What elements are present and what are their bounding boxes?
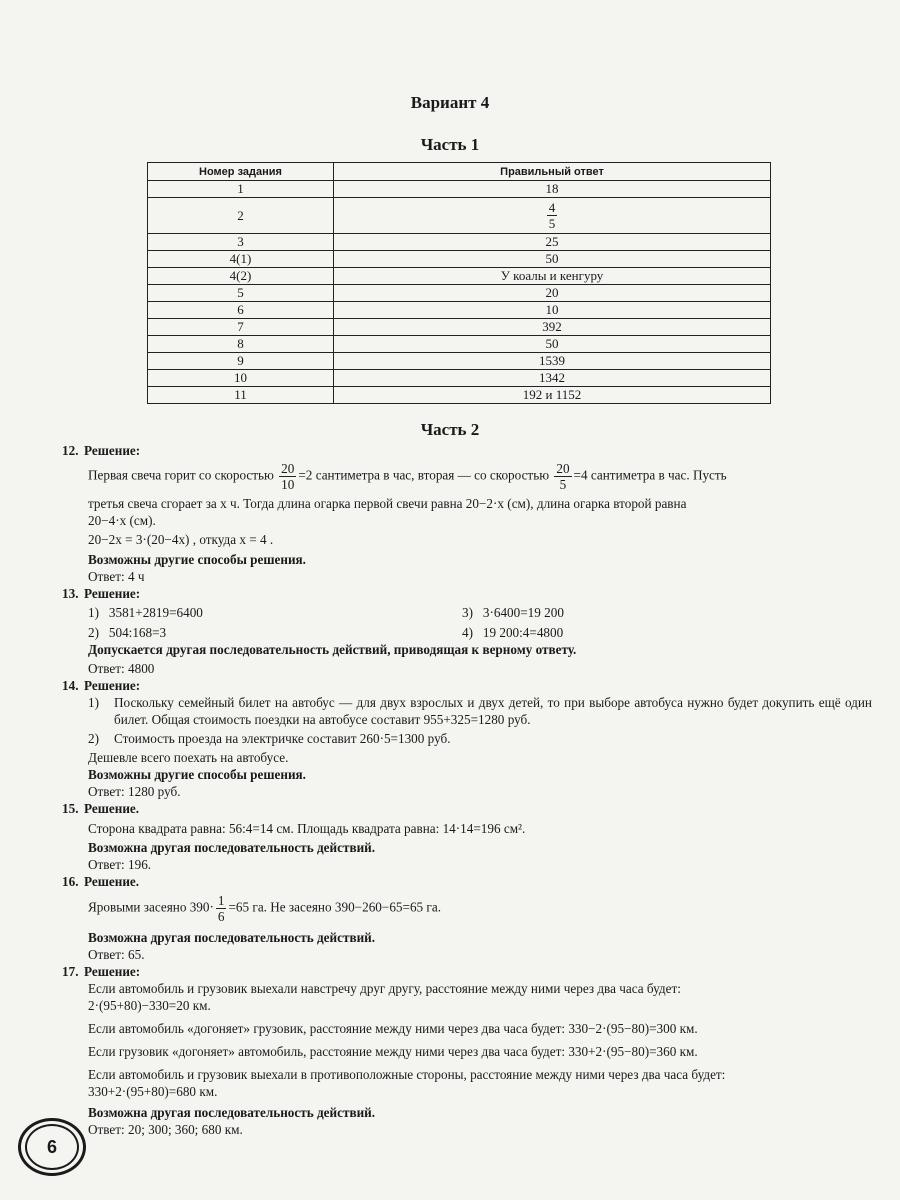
task-answer: 25 bbox=[334, 234, 771, 251]
text-line: =65 га. Не засеяно 390−260−65=65 га. bbox=[228, 899, 441, 915]
task-answer: У коалы и кенгуру bbox=[334, 268, 771, 285]
column-header-task: Номер задания bbox=[148, 163, 334, 181]
solution-note: Возможна другая последовательность действий. bbox=[88, 1105, 376, 1120]
fraction-denominator: 5 bbox=[559, 477, 567, 492]
solution-heading: Решение: bbox=[84, 586, 141, 601]
solution-heading: Решение: bbox=[84, 443, 141, 458]
task-number: 7 bbox=[148, 319, 334, 336]
task-answer: 20 bbox=[334, 285, 771, 302]
step-number: 1) bbox=[88, 695, 99, 710]
table-row bbox=[148, 198, 771, 234]
text-line: 330+2·(95+80)=680 км. bbox=[88, 1084, 218, 1099]
text-line: 20−4·x (см). bbox=[88, 513, 156, 528]
text-line: Яровыми засеяно 390· bbox=[88, 899, 214, 915]
task-number: 16. bbox=[62, 874, 79, 889]
solution-answer: Ответ: 65. bbox=[88, 947, 145, 962]
fraction-denominator: 5 bbox=[548, 216, 556, 231]
task-number: 5 bbox=[148, 285, 334, 302]
task-answer: 1342 bbox=[334, 370, 771, 387]
solution-heading: Решение: bbox=[84, 678, 141, 693]
solution-note: Возможны другие способы решения. bbox=[88, 552, 306, 567]
fraction-numerator: 20 bbox=[556, 461, 570, 476]
part2-solutions bbox=[62, 442, 872, 1138]
task-17 bbox=[62, 963, 872, 1138]
fraction-denominator: 10 bbox=[281, 477, 295, 492]
solution-answer: Ответ: 4 ч bbox=[88, 569, 145, 584]
solution-answer: Ответ: 1280 руб. bbox=[88, 784, 181, 799]
text-line: 2·(95+80)−330=20 км. bbox=[88, 998, 211, 1013]
table-row bbox=[148, 387, 771, 404]
table-row bbox=[148, 181, 771, 198]
task-number: 6 bbox=[148, 302, 334, 319]
solution-note: Возможна другая последовательность действий. bbox=[88, 840, 376, 855]
solution-step: 2) 504:168=3 bbox=[88, 625, 167, 640]
text-line: Первая свеча горит со скоростью bbox=[88, 467, 274, 483]
table-row bbox=[148, 370, 771, 387]
task-number: 3 bbox=[148, 234, 334, 251]
table-row bbox=[148, 336, 771, 353]
solution-heading: Решение. bbox=[84, 801, 140, 816]
solution-step: 4) 19 200:4=4800 bbox=[462, 625, 564, 640]
text-line: третья свеча сгорает за x ч. Тогда длина огарка первой свечи равна 20−2·x (см), длина огарка второй равна bbox=[88, 496, 687, 511]
text-line: 20−2x = 3·(20−4x) , откуда x = 4 . bbox=[88, 532, 274, 547]
solution-heading: Решение: bbox=[84, 964, 141, 979]
fraction-denominator: 6 bbox=[217, 909, 225, 924]
column-header-answer: Правильный ответ bbox=[334, 163, 771, 181]
table-header-row bbox=[148, 163, 771, 181]
task-number: 9 bbox=[148, 353, 334, 370]
task-number: 1 bbox=[148, 181, 334, 198]
solution-step: Стоимость проезда на электричке составит 260·5=1300 руб. bbox=[114, 731, 451, 746]
task-number: 12. bbox=[62, 443, 79, 458]
part2-title: Часть 2 bbox=[420, 420, 480, 439]
text-line: Если автомобиль и грузовик выехали в противоположные стороны, расстояние между ними через два часа будет: bbox=[88, 1067, 726, 1082]
task-answer: 50 bbox=[334, 336, 771, 353]
task-number: 11 bbox=[148, 387, 334, 404]
task-number: 17. bbox=[62, 964, 79, 979]
text-line: Сторона квадрата равна: 56:4=14 см. Площадь квадрата равна: 14·14=196 см². bbox=[88, 821, 526, 836]
solution-step: 1) 3581+2819=6400 bbox=[88, 605, 203, 620]
task-15 bbox=[62, 800, 872, 873]
solution-answer: Ответ: 4800 bbox=[88, 661, 155, 676]
fraction-numerator: 4 bbox=[548, 200, 556, 215]
table-row bbox=[148, 319, 771, 336]
table-row bbox=[148, 302, 771, 319]
answers-table bbox=[147, 162, 771, 404]
task-number: 4(2) bbox=[148, 268, 334, 285]
page-number-badge bbox=[18, 1118, 86, 1176]
solution-note: Возможна другая последовательность действий. bbox=[88, 930, 376, 945]
task-12 bbox=[62, 442, 872, 585]
task-13 bbox=[62, 585, 872, 677]
solution-note: Возможны другие способы решения. bbox=[88, 767, 306, 782]
task-number: 10 bbox=[148, 370, 334, 387]
task-answer: 1539 bbox=[334, 353, 771, 370]
table-row bbox=[148, 268, 771, 285]
solution-step: Поскольку семейный билет на автобус — для двух взрослых и двух детей, то при выборе автобуса нужно будет докупить ещё один билет. Общая стоимость поездки на автобусе составит 955+325=1280 руб. bbox=[114, 695, 872, 727]
solution-heading: Решение. bbox=[84, 874, 140, 889]
solution-step: 3) 3·6400=19 200 bbox=[462, 605, 564, 620]
table-row bbox=[148, 234, 771, 251]
task-number: 4(1) bbox=[148, 251, 334, 268]
part1-title: Часть 1 bbox=[420, 135, 480, 154]
fraction bbox=[216, 893, 227, 924]
table-row bbox=[148, 285, 771, 302]
text-line: Если автомобиль и грузовик выехали навстречу друг другу, расстояние между ними через два часа будет: bbox=[88, 981, 681, 996]
task-answer: 10 bbox=[334, 302, 771, 319]
solution-answer: Ответ: 196. bbox=[88, 857, 152, 872]
solution-note: Допускается другая последовательность действий, приводящая к верному ответу. bbox=[88, 642, 577, 657]
task-number: 15. bbox=[62, 801, 79, 816]
fraction bbox=[554, 461, 571, 492]
task-answer: 192 и 1152 bbox=[334, 387, 771, 404]
text-line: сантиметра в час. Пусть bbox=[590, 467, 727, 483]
table-row bbox=[148, 353, 771, 370]
text-fragment: =4 bbox=[573, 467, 588, 483]
table-row bbox=[148, 251, 771, 268]
text-fragment: =2 bbox=[298, 467, 313, 483]
task-number: 13. bbox=[62, 586, 79, 601]
task-answer: 392 bbox=[334, 319, 771, 336]
task-answer: 18 bbox=[334, 181, 771, 198]
task-number: 2 bbox=[148, 198, 334, 234]
fraction bbox=[279, 461, 296, 492]
solution-answer: Ответ: 20; 300; 360; 680 км. bbox=[88, 1122, 243, 1137]
text-line: Если автомобиль «догоняет» грузовик, расстояние между ними через два часа будет: 330−2·(95−80)=300 км. bbox=[88, 1021, 698, 1036]
page-number: 6 bbox=[25, 1124, 79, 1170]
page-title: Вариант 4 bbox=[410, 93, 490, 112]
task-answer bbox=[334, 198, 771, 234]
task-16 bbox=[62, 873, 872, 963]
fraction-numerator: 20 bbox=[281, 461, 295, 476]
text-line: Если грузовик «догоняет» автомобиль, расстояние между ними через два часа будет: 330+2·(95−80)=360 км. bbox=[88, 1044, 698, 1059]
task-number: 8 bbox=[148, 336, 334, 353]
text-line: Дешевле всего поехать на автобусе. bbox=[88, 750, 289, 765]
task-number: 14. bbox=[62, 678, 79, 693]
fraction-numerator: 1 bbox=[217, 893, 225, 908]
answer-fraction bbox=[547, 200, 558, 231]
step-number: 2) bbox=[88, 731, 99, 746]
task-answer: 50 bbox=[334, 251, 771, 268]
task-14 bbox=[62, 677, 872, 800]
text-line: сантиметра в час, вторая — со скоростью bbox=[315, 467, 550, 483]
